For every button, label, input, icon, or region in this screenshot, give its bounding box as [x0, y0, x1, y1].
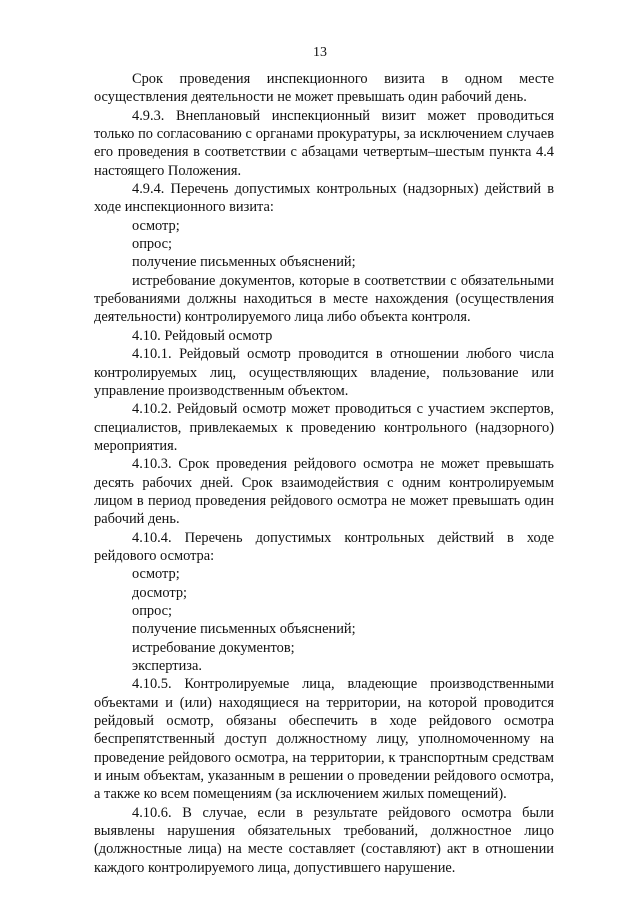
- paragraph-4-9-3: 4.9.3. Внеплановый инспекционный визит может проводиться только по согласованию с органами прокуратуры, за исключением случаев его проведения в соответствии с абзацами четвертым–шестым пункта 4.4 настоящего Положения.: [94, 107, 554, 179]
- list-item: досмотр;: [132, 584, 188, 601]
- paragraph-4-9-4: 4.9.4. Перечень допустимых контрольных (надзорных) действий в ходе инспекционного визита:: [94, 181, 554, 216]
- page-number: 13: [313, 45, 327, 60]
- paragraph-4-10-1: 4.10.1. Рейдовый осмотр проводится в отношении любого числа контролируемых лиц, осуществляющих владение, пользование или управление производственным объектом.: [94, 346, 554, 399]
- list-item: осмотр;: [132, 217, 180, 234]
- list-item: получение письменных объяснений;: [132, 254, 356, 271]
- list-item: экспертиза.: [132, 658, 202, 674]
- list-item: опрос;: [132, 236, 173, 253]
- list-item: получение письменных объяснений;: [132, 621, 356, 638]
- list-item: осмотр;: [132, 566, 180, 583]
- paragraph-4-10-2: 4.10.2. Рейдовый осмотр может проводиться с участием экспертов, специалистов, привлекаемых к проведению контрольного (надзорного) мероприятия.: [94, 401, 554, 454]
- paragraph-4-10-3: 4.10.3. Срок проведения рейдового осмотра не может превышать десять рабочих дней. Срок взаимодействия с одним контролируемым лицом в период проведения рейдового осмотра не может превышать один рабочий день.: [94, 456, 554, 528]
- list-item: истребование документов, которые в соответствии с обязательными требованиями должны находиться в месте нахождения (осуществления деятельности) контролируемого лица либо объекта контроля.: [94, 272, 554, 326]
- paragraph-4-10-6: 4.10.6. В случае, если в результате рейдового осмотра были выявлены нарушения обязательных требований, должностное лицо (должностные лица) на месте составляет (составляют) акт в отношении каждого контролируемого лица, допустившего нарушение.: [94, 804, 554, 876]
- list-item: опрос;: [132, 602, 173, 619]
- paragraph-visit-duration: Срок проведения инспекционного визита в одном месте осуществления деятельности не может превышать один рабочий день.: [94, 71, 554, 106]
- document-body: [94, 70, 554, 877]
- section-heading-4-10: 4.10. Рейдовый осмотр: [132, 327, 273, 344]
- paragraph-4-10-4: 4.10.4. Перечень допустимых контрольных действий в ходе рейдового осмотра:: [94, 529, 554, 564]
- paragraph-4-10-5: 4.10.5. Контролируемые лица, владеющие производственными объектами и (или) находящиеся на территории, на которой проводится рейдовый осмотр, обязаны обеспечить в ходе рейдового осмотра беспрепятственный доступ должностному лицу, уполномоченному на проведение рейдового осмотра, на территории, к транспортным средствам и иным объектам, указанным в решении о проведении рейдового осмотра, а также ко всем помещениям (за исключением жилых помещений).: [94, 676, 554, 803]
- list-item: истребование документов;: [132, 639, 295, 656]
